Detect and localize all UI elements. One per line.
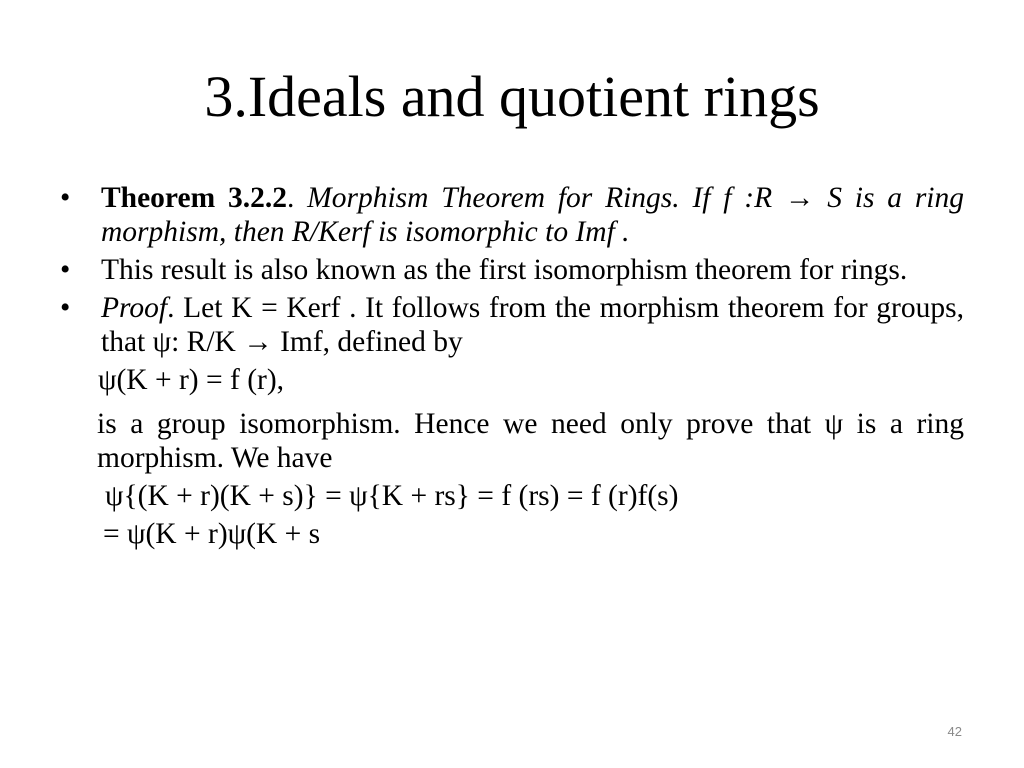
bullet-dot: • bbox=[60, 254, 71, 286]
proof-formula-product: ψ{(K + r)(K + s)} = ψ{K + rs} = f (rs) = f (r)f(s) bbox=[105, 480, 679, 512]
theorem-statement: Morphism Theorem for Rings. If f :R → S is a ring morphism, then R/Kerf is isomorphic to Imf . bbox=[101, 182, 965, 248]
proof-formula-result: = ψ(K + r)ψ(K + s bbox=[103, 518, 321, 550]
theorem-punct: . bbox=[286, 182, 308, 214]
proof-formula-definition: ψ(K + r) = f (r), bbox=[98, 364, 285, 396]
slide-content bbox=[60, 181, 964, 551]
bullet-proof bbox=[60, 291, 964, 359]
page-number: 42 bbox=[947, 724, 962, 739]
note-text: This result is also known as the first isomorphism theorem for rings. bbox=[101, 254, 908, 286]
proof-label: Proof bbox=[101, 292, 168, 324]
bullet-theorem bbox=[60, 181, 964, 249]
bullet-dot: • bbox=[60, 182, 71, 214]
proof-continuation-text: is a group isomorphism. Hence we need only prove that ψ is a ring morphism. We have bbox=[97, 408, 964, 474]
proof-text: . Let K = Kerf . It follows from the morphism theorem for groups, that ψ: R/K → Imf, defined by bbox=[101, 292, 964, 358]
slide-title: 3.Ideals and quotient rings bbox=[204, 64, 820, 129]
theorem-label: Theorem 3.2.2 bbox=[101, 182, 287, 214]
bullet-dot: • bbox=[60, 292, 71, 324]
bullet-note bbox=[60, 253, 964, 287]
